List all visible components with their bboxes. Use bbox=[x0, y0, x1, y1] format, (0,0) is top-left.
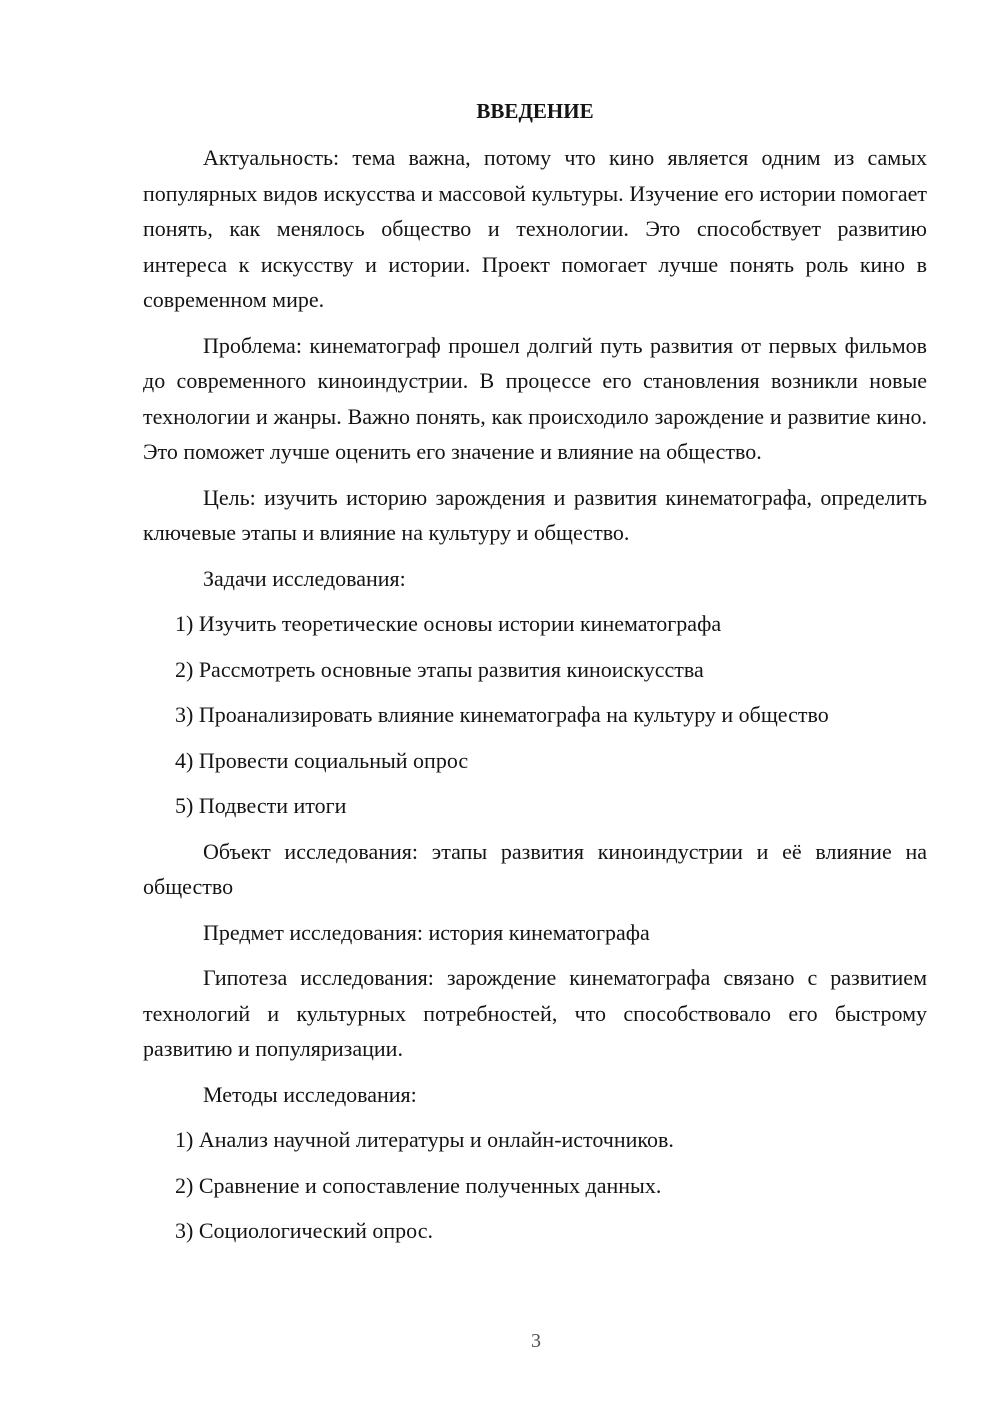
list-item: 4) Провести социальный опрос bbox=[175, 747, 469, 773]
hypothesis-paragraph: Гипотеза исследования: зарождение кинематографа связано с развитием технологий и культурных потребностей, что способствовало его быстрому развитию и популяризации. bbox=[143, 965, 927, 1061]
subject-paragraph: Предмет исследования: история кинематографа bbox=[203, 919, 650, 945]
page-number: 3 bbox=[531, 1330, 541, 1352]
page-title: ВВЕДЕНИЕ bbox=[476, 99, 594, 123]
goal-paragraph: Цель: изучить историю зарождения и развития кинематографа, определить ключевые этапы и влияние на культуру и общество. bbox=[143, 484, 927, 545]
list-item: 3) Социологический опрос. bbox=[175, 1218, 433, 1243]
relevance-paragraph: Актуальность: тема важна, потому что кино является одним из самых популярных видов искусства и массовой культуры. Изучение его истории помогает понять, как менялось общество и технологии. Это способствует развитию интереса к искусству и истории. Проект помогает лучше понять роль кино в современном мире. bbox=[143, 145, 927, 312]
tasks-title: Задачи исследования: bbox=[203, 565, 406, 591]
list-item: 2) Рассмотреть основные этапы развития киноискусства bbox=[175, 656, 704, 682]
list-item: 1) Изучить теоретические основы истории кинематографа bbox=[175, 611, 722, 636]
methods-title: Методы исследования: bbox=[203, 1081, 417, 1107]
object-paragraph: Объект исследования: этапы развития киноиндустрии и её влияние на общество bbox=[143, 838, 927, 899]
list-item: 3) Проанализировать влияние кинематографа на культуру и общество bbox=[175, 702, 829, 727]
list-item: 1) Анализ научной литературы и онлайн-источников. bbox=[175, 1127, 674, 1152]
list-item: 2) Сравнение и сопоставление полученных данных. bbox=[175, 1172, 662, 1198]
problem-paragraph: Проблема: кинематограф прошел долгий путь развития от первых фильмов до современного киноиндустрии. В процессе его становления возникли новые технологии и жанры. Важно понять, как происходило зарождение и развитие кино. Это поможет лучше оценить его значение и влияние на общество. bbox=[143, 332, 927, 464]
list-item: 5) Подвести итоги bbox=[175, 793, 347, 818]
document-page bbox=[143, 94, 927, 1259]
